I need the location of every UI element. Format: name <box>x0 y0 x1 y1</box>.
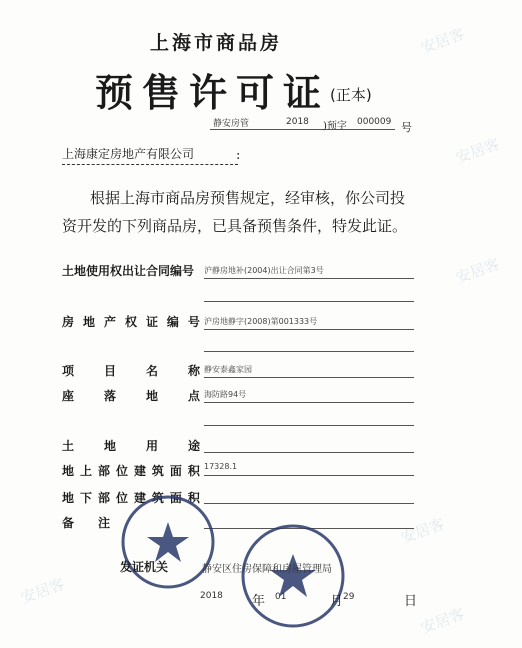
land-contract-value: 沪静房地补(2004)出让合同第3号 <box>204 266 324 275</box>
label-char: 用 <box>145 439 158 453</box>
label-char: 土 <box>62 439 75 453</box>
location-value: 海防路94号 <box>204 390 247 399</box>
label-char: 项 <box>62 364 75 378</box>
label-char: 建 <box>133 491 146 505</box>
label-char: 途 <box>187 439 200 453</box>
permit-number-suffix: 号 <box>401 121 412 134</box>
field-underline <box>204 452 414 453</box>
label-char: 称 <box>187 364 200 378</box>
holder-colon: : <box>236 148 241 163</box>
label-char: 积 <box>187 491 200 505</box>
watermark: 安居客 <box>418 604 467 638</box>
above-ground-area-value: 17328.1 <box>204 462 238 471</box>
label-char: 座 <box>62 389 75 403</box>
label-char: 地 <box>145 389 158 403</box>
field-underline <box>204 329 414 330</box>
issue-month: 01 <box>275 592 287 602</box>
label-char: 上 <box>79 464 92 478</box>
label-char: 房 <box>62 315 75 329</box>
label-char: 备 <box>62 516 75 530</box>
field-underline <box>204 301 414 302</box>
permit-body-text <box>62 184 412 240</box>
label-char: 产 <box>103 315 116 329</box>
field-underline <box>204 351 414 352</box>
watermark: 安居客 <box>398 514 447 548</box>
label-char: 部 <box>97 464 110 478</box>
label-char: 建 <box>133 464 146 478</box>
issue-year-label: 年 <box>252 594 266 609</box>
label-char: 位 <box>115 464 128 478</box>
official-seal-right <box>237 520 349 632</box>
permit-title-line1: 上海市商品房 <box>150 32 283 54</box>
permit-number-type: )预字 <box>323 121 347 132</box>
issue-year: 2018 <box>200 591 223 601</box>
copy-mark: (正本) <box>330 86 372 104</box>
watermark: 安居客 <box>18 574 67 608</box>
official-seal-left <box>118 492 218 592</box>
property-cert-label <box>62 313 200 330</box>
field-underline <box>204 425 414 426</box>
label-char: 权 <box>124 315 137 329</box>
label-char: 地 <box>103 439 116 453</box>
field-underline <box>204 503 414 504</box>
label-char: 筑 <box>151 464 164 478</box>
remarks-label <box>62 514 110 531</box>
label-char: 编 <box>166 315 179 329</box>
holder-company: 上海康定房地产有限公司 <box>62 147 195 161</box>
issue-month-label: 月 <box>330 594 344 609</box>
label-char: 面 <box>169 464 182 478</box>
issuer-label: 发证机关 <box>120 560 169 574</box>
watermark: 安居客 <box>453 254 502 288</box>
issuer-name: 静安区住房保障和房屋管理局 <box>202 564 332 575</box>
label-char: 部 <box>97 491 110 505</box>
label-char: 下 <box>79 491 92 505</box>
land-contract-label: 土地使用权出让合同编号 <box>62 264 195 278</box>
project-name-value: 静安泰鑫家园 <box>204 365 252 374</box>
label-char: 地 <box>62 464 75 478</box>
permit-number-value: 000009 <box>357 117 392 127</box>
label-char: 名 <box>145 364 158 378</box>
permit-number-year: 2018 <box>286 117 309 127</box>
permit-number-prefix: 静安房管 <box>213 119 250 129</box>
label-char: 筑 <box>151 491 164 505</box>
issue-day: 29 <box>343 592 355 602</box>
project-name-label <box>62 362 200 379</box>
watermark: 安居客 <box>418 24 467 58</box>
location-label <box>62 387 200 404</box>
label-char: 目 <box>103 364 116 378</box>
permit-title-line2: 预售许可证 <box>95 71 331 115</box>
field-underline <box>204 278 414 279</box>
issue-day-label: 日 <box>404 594 418 609</box>
label-char: 积 <box>187 464 200 478</box>
land-use-label <box>62 437 200 454</box>
watermark: 安居客 <box>453 134 502 168</box>
holder-underline <box>62 164 238 165</box>
label-char: 地 <box>62 491 75 505</box>
permit-number-underline <box>210 129 395 130</box>
field-underline <box>204 475 414 476</box>
label-char: 面 <box>169 491 182 505</box>
label-char: 证 <box>145 315 158 329</box>
field-underline <box>204 402 414 403</box>
property-cert-value: 沪房地静字(2008)第001333号 <box>204 317 318 326</box>
label-char: 注 <box>97 516 110 530</box>
field-underline <box>204 377 414 378</box>
label-char: 点 <box>187 389 200 403</box>
label-char: 位 <box>115 491 128 505</box>
body-text-content: 根据上海市商品房预售规定，经审核，你公司投资开发的下列商品房，已具备预售条件，特发此证。 <box>62 189 408 235</box>
label-char: 落 <box>103 389 116 403</box>
label-char: 号 <box>187 315 200 329</box>
label-char: 地 <box>82 315 95 329</box>
above-ground-area-label <box>62 462 200 479</box>
